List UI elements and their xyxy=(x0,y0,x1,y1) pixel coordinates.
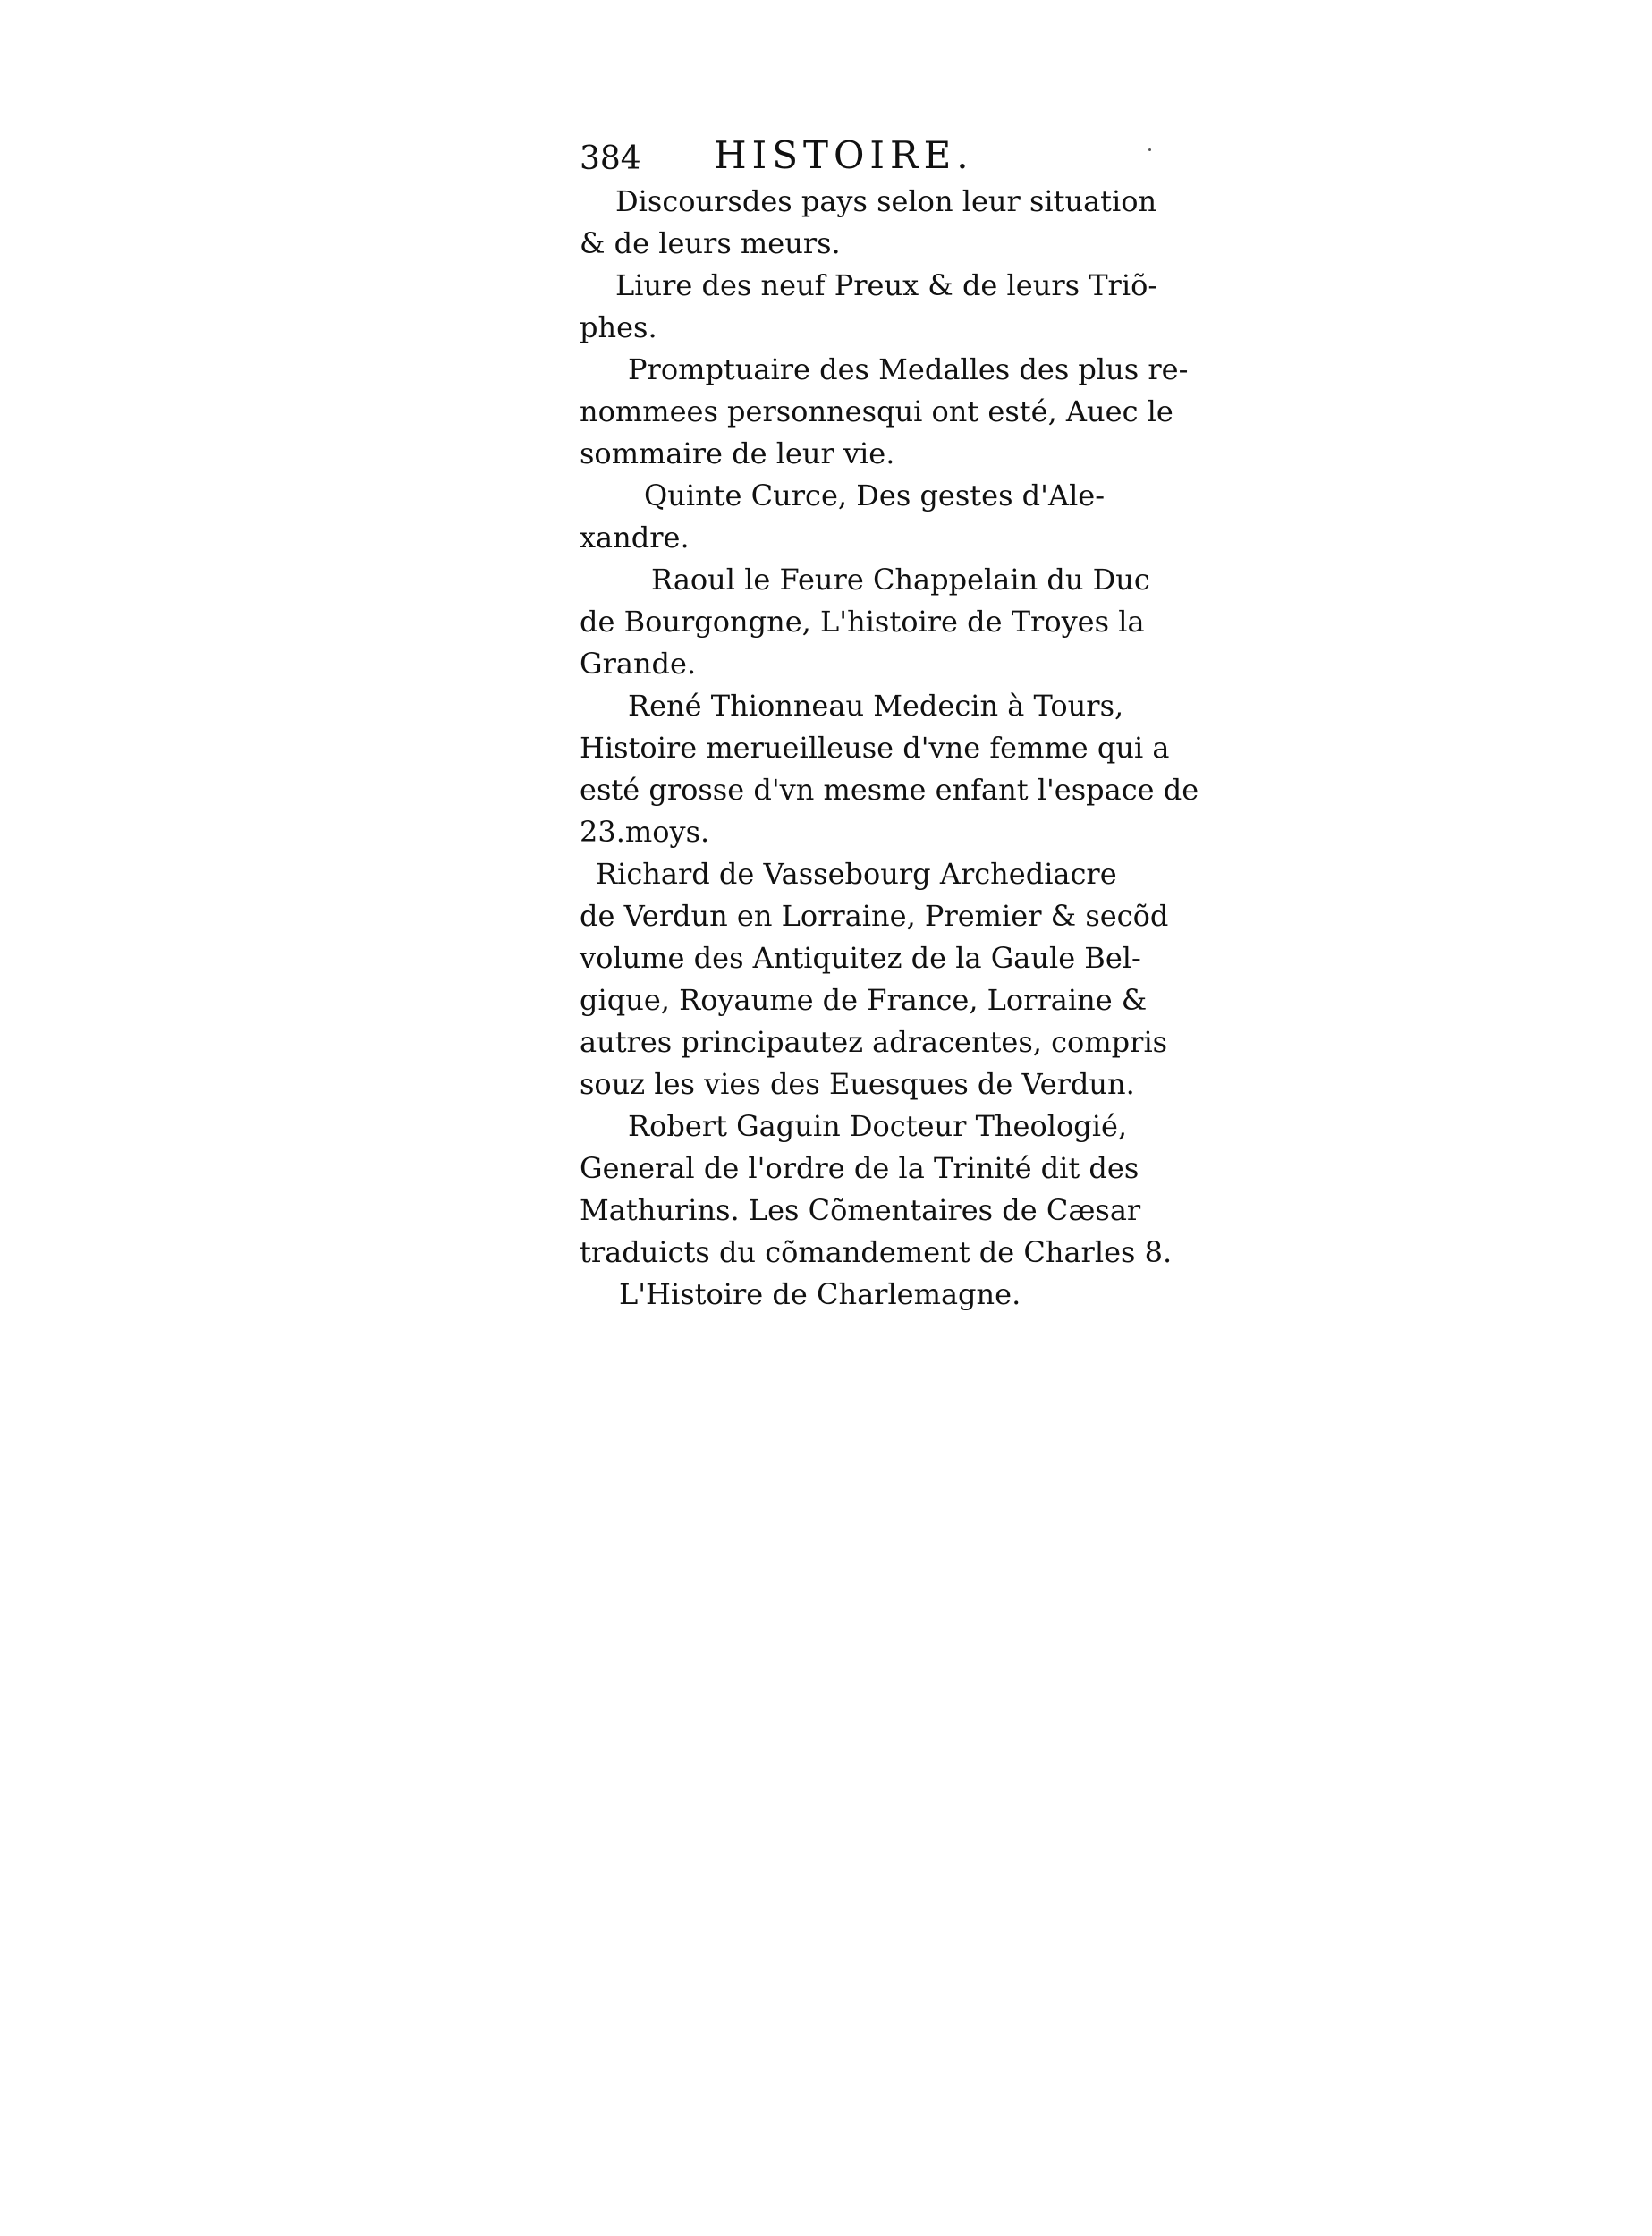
entry-line: & de leurs meurs. xyxy=(580,226,841,260)
entry-line: Mathurins. Les Cõmentaires de Cæsar xyxy=(580,1193,1141,1227)
entry-line: traduicts du cõmandement de Charles 8. xyxy=(580,1235,1173,1269)
entry-line: phes. xyxy=(580,310,657,344)
entry-quinte-curce xyxy=(580,475,1116,559)
entry-line: Robert Gaguin Docteur Theologié, xyxy=(628,1109,1128,1143)
entry-rene-thionneau xyxy=(580,685,1199,853)
entry-line: Discoursdes pays selon leur situation xyxy=(615,184,1157,218)
entry-line: Raoul le Feure Chappelain du Duc xyxy=(651,563,1150,597)
entry-line: gique, Royaume de France, Lorraine & xyxy=(580,983,1148,1017)
page-header xyxy=(580,134,1116,181)
entry-line: souz les vies des Euesques de Verdun. xyxy=(580,1067,1135,1101)
entry-line: xandre. xyxy=(580,521,690,555)
bibliography-text xyxy=(580,181,1199,1316)
entry-line: Histoire merueilleuse d'vne femme qui a xyxy=(580,731,1170,765)
entry-neuf-preux xyxy=(580,265,1158,349)
ink-speck xyxy=(1148,148,1151,151)
entry-line: volume des Antiquitez de la Gaule Bel- xyxy=(580,941,1141,975)
entry-raoul-le-feure xyxy=(580,559,1150,685)
entry-line: de Verdun en Lorraine, Premier & secõd xyxy=(580,899,1169,933)
entry-line: nommees personnesqui ont esté, Auec le xyxy=(580,394,1173,428)
entry-line: Liure des neuf Preux & de leurs Triõ- xyxy=(615,268,1158,302)
entry-robert-gaguin xyxy=(580,1105,1173,1274)
entry-line: sommaire de leur vie. xyxy=(580,436,895,470)
page-number: 384 xyxy=(580,140,641,177)
running-head: HISTOIRE. xyxy=(714,133,974,177)
entry-line: 23.moys. xyxy=(580,815,710,849)
entry-line: esté grosse d'vn mesme enfant l'espace de xyxy=(580,773,1199,807)
entry-line: L'Histoire de Charlemagne. xyxy=(619,1277,1021,1311)
entry-richard-de-vassebourg xyxy=(580,853,1169,1105)
entry-discours xyxy=(580,181,1157,265)
entry-promptuaire xyxy=(580,349,1189,475)
entry-charlemagne xyxy=(580,1274,1116,1316)
entry-line: Promptuaire des Medalles des plus re- xyxy=(628,352,1189,386)
entry-line: Grande. xyxy=(580,647,697,681)
entry-line: Richard de Vassebourg Archediacre xyxy=(596,857,1117,891)
entry-line: Quinte Curce, Des gestes d'Ale- xyxy=(644,479,1106,512)
entry-line: General de l'ordre de la Trinité dit des xyxy=(580,1151,1139,1185)
entry-line: autres principautez adracentes, compris xyxy=(580,1025,1168,1059)
entry-line: de Bourgongne, L'histoire de Troyes la xyxy=(580,605,1145,639)
entry-line: René Thionneau Medecin à Tours, xyxy=(628,689,1124,723)
